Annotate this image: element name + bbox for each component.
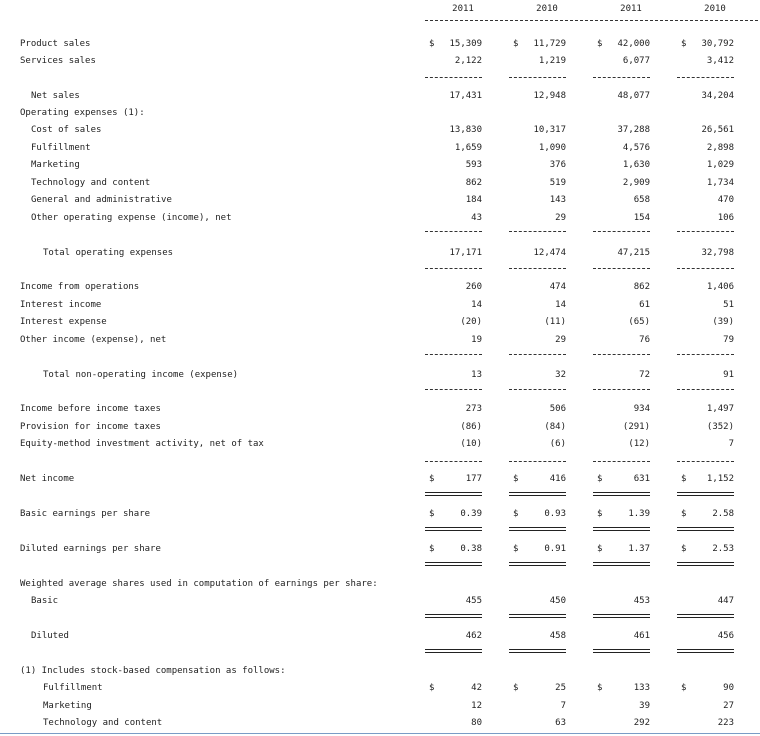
cell-value: 154 xyxy=(633,212,650,223)
currency-symbol: $ xyxy=(513,474,519,484)
row-label: Equity-method investment activity, net of tax xyxy=(20,439,264,449)
column-rule xyxy=(677,268,734,269)
cell-value: 593 xyxy=(465,160,482,170)
cell-value: 6,077 xyxy=(622,56,650,66)
column-rule xyxy=(677,495,734,496)
cell-value: 455 xyxy=(465,596,482,606)
currency-symbol: $ xyxy=(681,509,687,519)
column-rule xyxy=(677,565,734,566)
cell-value: 658 xyxy=(633,195,650,205)
column-rule xyxy=(677,614,734,615)
column-rule xyxy=(677,231,734,232)
column-rule xyxy=(677,530,734,531)
cell-value: 14 xyxy=(555,299,566,310)
currency-symbol: $ xyxy=(429,474,435,484)
cell-value: 51 xyxy=(723,299,734,310)
cell-value: (65) xyxy=(628,317,650,327)
column-rule xyxy=(509,649,566,650)
column-rule xyxy=(425,652,482,653)
cell-value: 462 xyxy=(465,631,482,641)
currency-symbol: $ xyxy=(597,509,603,519)
row-label: Income before income taxes xyxy=(20,404,161,414)
column-rule xyxy=(677,492,734,493)
column-rule xyxy=(593,354,650,355)
currency-symbol: $ xyxy=(513,509,519,519)
cell-value: 29 xyxy=(555,334,566,345)
cell-value: 14 xyxy=(471,299,482,310)
column-rule xyxy=(677,461,734,462)
cell-value: 461 xyxy=(633,631,650,641)
column-rule xyxy=(593,649,650,650)
row-label: Marketing xyxy=(31,160,80,170)
cell-value: 1.37 xyxy=(628,544,650,554)
cell-value: (84) xyxy=(544,421,566,432)
cell-value: 37,288 xyxy=(617,125,650,135)
column-rule xyxy=(593,562,650,563)
column-rule xyxy=(593,268,650,269)
column-rule xyxy=(425,562,482,563)
cell-value: 76 xyxy=(639,334,650,345)
cell-value: 862 xyxy=(465,177,482,188)
cell-value: 376 xyxy=(549,160,566,170)
cell-value: 47,215 xyxy=(617,248,650,258)
column-rule xyxy=(509,231,566,232)
column-rule xyxy=(509,495,566,496)
row-label: Product sales xyxy=(20,39,91,49)
cell-value: 506 xyxy=(549,404,566,414)
column-rule xyxy=(425,268,482,269)
column-rule xyxy=(425,527,482,528)
column-rule xyxy=(425,617,482,618)
section-heading: Weighted average shares used in computation of earnings per share: xyxy=(20,579,378,589)
row-label: Diluted xyxy=(31,631,69,641)
window-bottom-edge xyxy=(0,733,760,734)
column-rule xyxy=(677,562,734,563)
column-rule xyxy=(425,492,482,493)
cell-value: 862 xyxy=(633,282,650,292)
column-rule xyxy=(425,495,482,496)
column-rule xyxy=(509,617,566,618)
cell-value: 29 xyxy=(555,212,566,223)
row-label: Technology and content xyxy=(43,718,163,728)
currency-symbol: $ xyxy=(681,683,687,693)
cell-value: 42 xyxy=(471,683,482,693)
column-rule xyxy=(509,354,566,355)
cell-value: 273 xyxy=(465,404,482,414)
cell-value: 12 xyxy=(471,700,482,711)
row-label: Income from operations xyxy=(20,282,140,292)
cell-value: (10) xyxy=(460,439,482,449)
column-rule xyxy=(677,354,734,355)
cell-value: (6) xyxy=(549,439,566,449)
row-label: Basic earnings per share xyxy=(20,509,151,519)
cell-value: 450 xyxy=(549,596,566,606)
column-rule xyxy=(425,461,482,462)
row-label: Diluted earnings per share xyxy=(20,544,161,554)
cell-value: 34,204 xyxy=(701,91,734,101)
cell-value: 32 xyxy=(555,370,566,380)
cell-value: 48,077 xyxy=(617,91,650,101)
column-rule xyxy=(593,614,650,615)
cell-value: 453 xyxy=(633,596,650,606)
cell-value: 80 xyxy=(471,718,482,728)
cell-value: 1,659 xyxy=(454,142,482,153)
cell-value: 2.58 xyxy=(712,509,734,519)
column-rule xyxy=(593,617,650,618)
currency-symbol: $ xyxy=(513,544,519,554)
column-rule xyxy=(593,495,650,496)
cell-value: 1,219 xyxy=(538,56,566,66)
cell-value: 1,090 xyxy=(538,142,566,153)
cell-value: 43 xyxy=(471,212,482,223)
cell-value: 1,734 xyxy=(706,177,734,188)
row-label: Fulfillment xyxy=(31,142,91,153)
cell-value: 42,000 xyxy=(617,39,650,49)
cell-value: 26,561 xyxy=(701,125,734,135)
column-rule xyxy=(425,389,482,390)
column-header: 2010 xyxy=(704,4,726,14)
cell-value: 39 xyxy=(639,700,650,711)
currency-symbol: $ xyxy=(597,544,603,554)
cell-value: 1.39 xyxy=(628,509,650,519)
column-rule xyxy=(593,77,650,78)
cell-value: 27 xyxy=(723,700,734,711)
cell-value: 519 xyxy=(549,177,566,188)
cell-value: 72 xyxy=(639,370,650,380)
cell-value: 0.93 xyxy=(544,509,566,519)
row-label: Interest expense xyxy=(20,317,107,327)
column-rule xyxy=(677,649,734,650)
cell-value: 474 xyxy=(549,282,566,292)
row-label: Marketing xyxy=(43,700,92,711)
column-rule xyxy=(593,530,650,531)
column-rule xyxy=(425,231,482,232)
column-rule xyxy=(509,565,566,566)
column-rule xyxy=(593,461,650,462)
cell-value: 91 xyxy=(723,370,734,380)
column-rule xyxy=(425,77,482,78)
cell-value: 223 xyxy=(717,718,734,728)
column-rule xyxy=(425,530,482,531)
section-heading: Operating expenses (1): xyxy=(20,108,145,118)
cell-value: 2,909 xyxy=(622,177,650,188)
row-label: Services sales xyxy=(20,56,96,66)
column-rule xyxy=(677,389,734,390)
header-rule xyxy=(425,20,758,21)
cell-value: (352) xyxy=(706,421,734,432)
cell-value: 2.53 xyxy=(712,544,734,554)
cell-value: 13 xyxy=(471,370,482,380)
cell-value: 61 xyxy=(639,299,650,310)
row-label: Net sales xyxy=(31,91,80,101)
cell-value: 456 xyxy=(717,631,734,641)
column-rule xyxy=(425,614,482,615)
column-rule xyxy=(509,652,566,653)
cell-value: 3,412 xyxy=(706,56,734,66)
cell-value: 416 xyxy=(549,474,566,484)
currency-symbol: $ xyxy=(429,544,435,554)
cell-value: 0.38 xyxy=(460,544,482,554)
currency-symbol: $ xyxy=(681,474,687,484)
column-header: 2010 xyxy=(536,4,558,14)
currency-symbol: $ xyxy=(429,39,435,49)
cell-value: 1,497 xyxy=(706,404,734,414)
column-rule xyxy=(677,527,734,528)
cell-value: 292 xyxy=(633,718,650,728)
cell-value: (11) xyxy=(544,317,566,327)
row-label: Net income xyxy=(20,474,75,484)
column-rule xyxy=(509,77,566,78)
currency-symbol: $ xyxy=(429,509,435,519)
cell-value: 4,576 xyxy=(622,142,650,153)
cell-value: 177 xyxy=(465,474,482,484)
column-rule xyxy=(593,565,650,566)
cell-value: 631 xyxy=(633,474,650,484)
column-rule xyxy=(509,562,566,563)
cell-value: 17,171 xyxy=(449,248,482,258)
cell-value: (86) xyxy=(460,421,482,432)
cell-value: 63 xyxy=(555,718,566,728)
cell-value: 11,729 xyxy=(533,39,566,49)
cell-value: 90 xyxy=(723,683,734,693)
cell-value: 133 xyxy=(633,683,650,693)
row-label: Fulfillment xyxy=(43,683,103,693)
cell-value: 1,406 xyxy=(706,282,734,292)
row-label: Total operating expenses xyxy=(43,248,174,258)
cell-value: 260 xyxy=(465,282,482,292)
currency-symbol: $ xyxy=(513,683,519,693)
cell-value: 934 xyxy=(633,404,650,414)
column-rule xyxy=(509,492,566,493)
column-rule xyxy=(593,652,650,653)
cell-value: 13,830 xyxy=(449,125,482,135)
currency-symbol: $ xyxy=(681,39,687,49)
cell-value: 2,898 xyxy=(706,142,734,153)
column-rule xyxy=(425,565,482,566)
cell-value: 1,029 xyxy=(706,160,734,170)
cell-value: 184 xyxy=(465,195,482,205)
currency-symbol: $ xyxy=(681,544,687,554)
cell-value: 447 xyxy=(717,596,734,606)
cell-value: 1,630 xyxy=(622,160,650,170)
cell-value: 79 xyxy=(723,334,734,345)
cell-value: 15,309 xyxy=(449,39,482,49)
cell-value: 2,122 xyxy=(454,56,482,66)
row-label: Technology and content xyxy=(31,177,151,188)
cell-value: 30,792 xyxy=(701,39,734,49)
column-rule xyxy=(425,649,482,650)
row-label: Basic xyxy=(31,596,59,606)
cell-value: 17,431 xyxy=(449,91,482,101)
column-rule xyxy=(509,268,566,269)
cell-value: 458 xyxy=(549,631,566,641)
cell-value: 7 xyxy=(728,439,734,449)
column-rule xyxy=(509,527,566,528)
column-rule xyxy=(509,614,566,615)
row-label: Cost of sales xyxy=(31,125,102,135)
column-rule xyxy=(593,389,650,390)
footnote-heading: (1) Includes stock-based compensation as follows: xyxy=(20,666,286,676)
currency-symbol: $ xyxy=(513,39,519,49)
cell-value: (12) xyxy=(628,439,650,449)
cell-value: 7 xyxy=(560,700,566,711)
column-header: 2011 xyxy=(452,4,474,14)
column-rule xyxy=(677,77,734,78)
cell-value: (39) xyxy=(712,317,734,327)
column-rule xyxy=(677,617,734,618)
row-label: Interest income xyxy=(20,299,102,310)
row-label: Provision for income taxes xyxy=(20,421,161,432)
cell-value: 25 xyxy=(555,683,566,693)
currency-symbol: $ xyxy=(597,683,603,693)
cell-value: 0.91 xyxy=(544,544,566,554)
column-rule xyxy=(593,527,650,528)
cell-value: 143 xyxy=(549,195,566,205)
cell-value: 470 xyxy=(717,195,734,205)
column-rule xyxy=(509,461,566,462)
column-rule xyxy=(677,652,734,653)
cell-value: 32,798 xyxy=(701,248,734,258)
row-label: Other income (expense), net xyxy=(20,334,167,345)
cell-value: (20) xyxy=(460,317,482,327)
cell-value: 0.39 xyxy=(460,509,482,519)
cell-value: 12,948 xyxy=(533,91,566,101)
currency-symbol: $ xyxy=(597,39,603,49)
row-label: Total non-operating income (expense) xyxy=(43,370,239,380)
column-header: 2011 xyxy=(620,4,642,14)
column-rule xyxy=(425,354,482,355)
row-label: Other operating expense (income), net xyxy=(31,212,232,223)
cell-value: (291) xyxy=(622,421,650,432)
column-rule xyxy=(509,530,566,531)
currency-symbol: $ xyxy=(429,683,435,693)
column-rule xyxy=(509,389,566,390)
currency-symbol: $ xyxy=(597,474,603,484)
cell-value: 19 xyxy=(471,334,482,345)
cell-value: 1,152 xyxy=(706,474,734,484)
cell-value: 106 xyxy=(717,212,734,223)
column-rule xyxy=(593,231,650,232)
row-label: General and administrative xyxy=(31,195,172,205)
cell-value: 12,474 xyxy=(533,248,566,258)
column-rule xyxy=(593,492,650,493)
cell-value: 10,317 xyxy=(533,125,566,135)
